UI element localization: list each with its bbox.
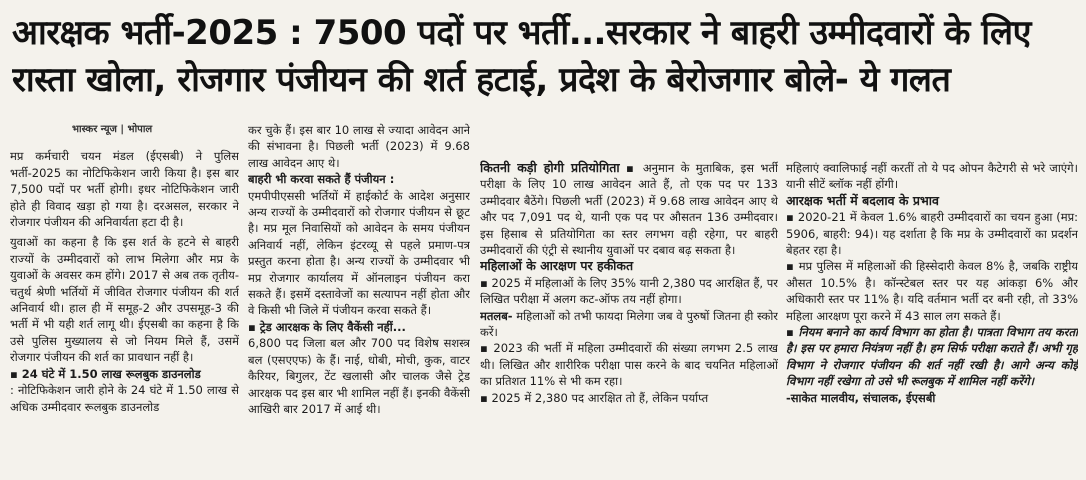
col3-paragraph-5: ▪ 2025 में 2,380 पद आरक्षित तो हैं, लेकिन पर्याप्त [480,390,709,405]
article-column-1 [10,122,239,478]
col1-paragraph-3: : नोटिफिकेशन जारी होने के 24 घंटे में 1.50 लाख से अधिक उम्मीदवार रूलबुक डाउनलोड [10,383,239,414]
col4-quote: ▪ नियम बनाने का कार्य विभाग का होता है। पात्रता विभाग तय करता है। इस पर हमारा नियंत्रण नहीं है। हम सिर्फ परीक्षा कराते हैं। अभी गृह विभाग ने रोजगार पंजीयन की शर्त नहीं रखी है। आगे अन्य कोई विभाग नहीं रखेगा तो उसे भी रूलबुक में शामिल नहीं करेंगे। [786,325,1078,389]
headline [12,10,1074,104]
col1-paragraph-2: युवाओं का कहना है कि इस शर्त के हटने से बाहरी राज्यों के उम्मीदवारों को लाभ मिलेगा और मप्र के युवाओं के अवसर कम होंगे। 2017 से अब तक तृतीय-चतुर्थ श्रेणी भर्तियों में जीवित रोजगार पंजीयन की शर्त अनिवार्य थी। हाल ही में समूह-2 और उपसमूह-3 की भर्ती में भी यही शर्त लागू थी। ईएसबी का कहना है कि उसे पुलिस मुख्यालय से जो नियम मिले हैं, उसमें रोजगार पंजीयन की शर्त का प्रावधान नहीं है। [10,235,239,365]
col2-subhead-trade: ▪ ट्रेड आरक्षक के लिए वैकेंसी नहीं... [248,319,406,334]
col3-subhead-competition: कितनी कड़ी होगी प्रतियोगिता [480,160,620,175]
col4-paragraph-3: ▪ मप्र पुलिस में महिलाओं की हिस्सेदारी केवल 8% है, जबकि राष्ट्रीय औसत 10.5% है। कॉन्स्टेबल स्तर पर यह आंकड़ा 6% और अधिकारी स्तर पर 11% है। यदि वर्तमान भर्ती दर बनी रही, तो 33% महिला आरक्षण पूरा करने में 43 साल लग सकते हैं। [786,259,1078,323]
article-column-4 [786,160,1078,478]
col3-paragraph-4: ▪ 2023 की भर्ती में महिला उम्मीदवारों की संख्या लगभग 2.5 लाख थी। लिखित और शारीरिक परीक्षा पास करने के बाद चयनित महिलाओं का प्रतिशत 11% से भी कम रहा। [480,341,778,389]
col3-paragraph-1: कितनी कड़ी होगी प्रतियोगिता ▪ अनुमान के मुताबिक, इस भर्ती परीक्षा के लिए 10 लाख आवेदन आते हैं, तो एक पद पर 133 उम्मीदवार बैठेंगे। पिछली भर्ती (2023) में 9.68 लाख आवेदन आए थे और पद 7,091 पद थे, यानी एक पद पर औसतन 136 उम्मीदवार। इस हिसाब से प्रतियोगिता का स्तर लगभग वही रहेगा, पर बाहरी उम्मीदवारों की एंट्री से स्थानीय युवाओं पर दबाव बढ़ सकता है। [480,160,778,258]
col2-paragraph-2: एमपीपीएससी भर्तियों में हाईकोर्ट के आदेश अनुसार अन्य राज्यों के उम्मीदवारों को रोजगार पंजीयन से छूट है। मप्र मूल निवासियों को आवेदन के समय पंजीयन अनिवार्य नहीं, लेकिन इंटरव्यू से पहले प्रमाण-पत्र प्रस्तुत करना होता है। अन्य राज्यों के उम्मीदवार भी मप्र रोजगार कार्यालय में ऑनलाइन पंजीयन करा सकते हैं। इसमें दस्तावेजों का सत्यापन नहीं होता और वे किसी भी जिले में पंजीयन करवा सकते हैं। [248,188,470,318]
col2-paragraph-1: कर चुके हैं। इस बार 10 लाख से ज्यादा आवेदन आने की संभावना है। पिछली भर्ती (2023) में 9.68 लाख आवेदन आए थे। [248,123,470,170]
col3-paragraph-2: ▪ 2025 में महिलाओं के लिए 35% यानी 2,380 पद आरक्षित हैं, पर लिखित परीक्षा में अलग कट-ऑफ तय नहीं होगा। [480,275,778,307]
col1-paragraph-1: मप्र कर्मचारी चयन मंडल (ईएसबी) ने पुलिस भर्ती-2025 का नोटिफिकेशन जारी किया है। इस बार 7,500 पदों पर भर्ती होगी। इधर नोटिफिकेशन जारी होते ही विवाद खड़ा हो गया है। दरअसल, सरकार ने रोजगार पंजीयन की अनिवार्यता हटा दी है। [10,149,239,230]
headline-line-1: आरक्षक भर्ती-2025 : 7500 पदों पर भर्ती...सरकार ने बाहरी उम्मीदवारों के लिए [12,13,1031,53]
col3-subhead-meaning: मतलब- [480,308,513,323]
article-column-2 [248,122,470,478]
col4-signature: -साकेत मालवीय, संचालक, ईएसबी [786,390,936,405]
col3-paragraph-3: मतलब- महिलाओं को तभी फायदा मिलेगा जब वे पुरुषों जितना ही स्कोर करें। [480,308,778,340]
col1-subhead-rulebook: ▪ 24 घंटे में 1.50 लाख रूलबुक डाउनलोड [10,366,201,381]
article-column-3 [480,160,778,478]
headline-line-2: रास्ता खोला, रोजगार पंजीयन की शर्त हटाई, प्रदेश के बेरोजगार बोले- ये गलत [12,60,951,100]
col3-subhead-women: महिलाओं के आरक्षण पर हकीकत [480,258,634,274]
col2-subhead-registration: बाहरी भी करवा सकते हैं पंजीयन : [248,172,395,187]
col4-subhead-impact: आरक्षक भर्ती में बदलाव के प्रभाव [786,192,939,208]
col2-paragraph-3: 6,800 पद जिला बल और 700 पद विशेष सशस्त्र बल (एसएएफ) के हैं। नाई, धोबी, मोची, कुक, वाटर कैरियर, बिगुलर, टेंट खलासी और चालक जैसे ट्रेड आरक्षक पद इस बार भी शामिल नहीं हैं। इनकी वैकेंसी आखिरी बार 2017 में आई थी। [248,336,470,416]
byline: भास्कर न्यूज | भोपाल [72,124,153,135]
col4-paragraph-1: महिलाएं क्वालिफाई नहीं करतीं तो ये पद ओपन कैटेगरी से भरे जाएंगे। यानी सीटें ब्लॉक नहीं होंगी। [786,161,1078,192]
col4-paragraph-2: ▪ 2020-21 में केवल 1.6% बाहरी उम्मीदवारों का चयन हुआ (मप्र: 5906, बाहरी: 94)। यह दर्शाता है कि मप्र के उम्मीदवारों का प्रदर्शन बेहतर रहा है। [786,210,1078,258]
